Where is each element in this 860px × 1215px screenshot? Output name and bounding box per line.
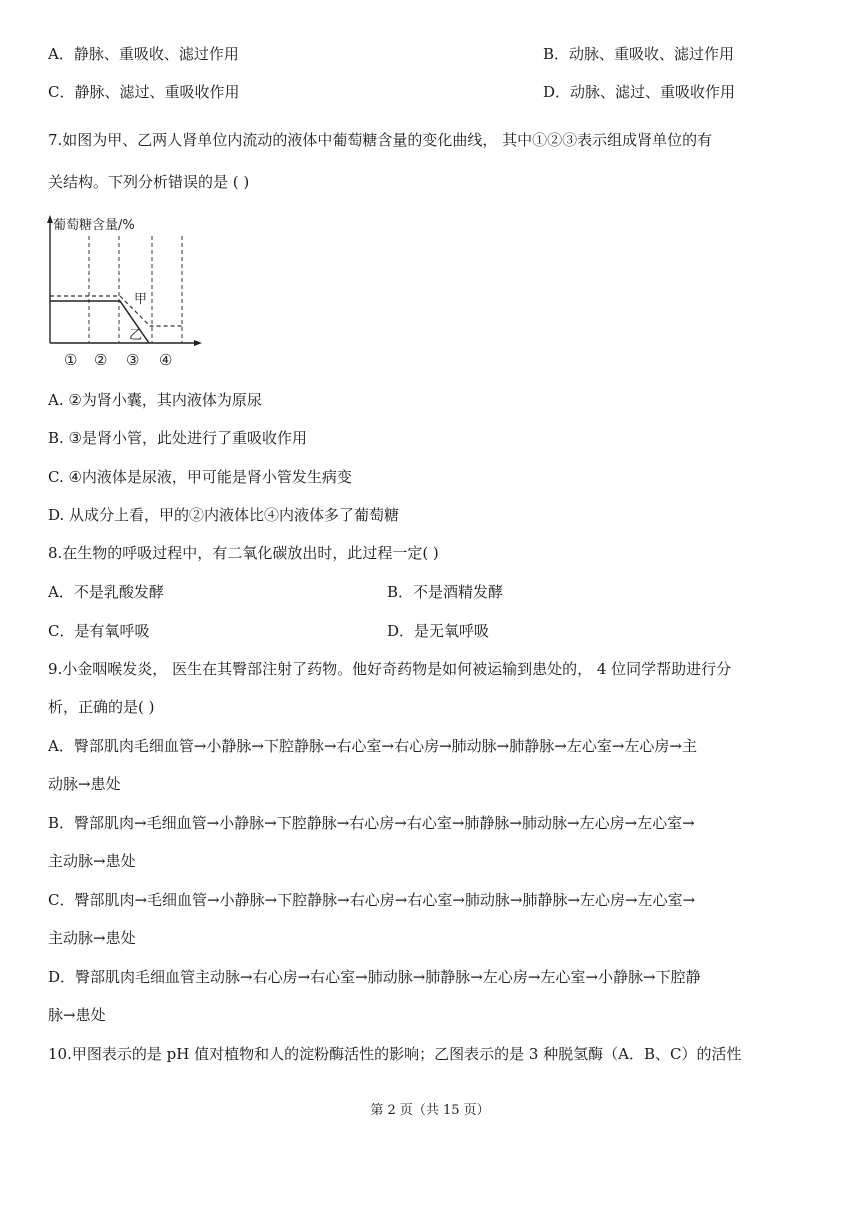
- q9-option-c-line2: 主动脉→患处: [48, 929, 136, 947]
- q6-option-a: A．静脉、重吸收、滤过作用: [48, 45, 239, 63]
- q6-option-d: D．动脉、滤过、重吸收作用: [543, 83, 736, 101]
- y-axis-label: 葡萄糖含量/%: [53, 218, 135, 233]
- page-footer: 第 2 页（共 15 页）: [370, 1103, 490, 1118]
- x-label-2: ②: [94, 351, 108, 369]
- q7-option-c: C. ④内液体是尿液，甲可能是肾小管发生病变: [48, 468, 352, 486]
- q9-option-a-line1: A．臀部肌肉毛细血管→小静脉→下腔静脉→右心室→右心房→肺动脉→肺静脉→左心室→左心房→主: [48, 737, 697, 755]
- q9-option-d-line1: D．臀部肌肉毛细血管主动脉→右心房→右心室→肺动脉→肺静脉→左心房→左心室→小静脉→下腔静: [48, 968, 701, 986]
- q8-option-a: A．不是乳酸发酵: [48, 583, 164, 601]
- q6-option-c: C．静脉、滤过、重吸收作用: [48, 83, 240, 101]
- q8-option-b: B．不是酒精发酵: [387, 583, 504, 601]
- q8-option-d: D．是无氧呼吸: [387, 622, 490, 640]
- q9-option-a-line2: 动脉→患处: [48, 775, 121, 793]
- q8-option-c: C．是有氧呼吸: [48, 622, 150, 640]
- q9-stem-line1: 9.小金咽喉发炎， 医生在其臀部注射了药物。他好奇药物是如何被运输到患处的， 4 位同学帮助进行分: [48, 660, 732, 678]
- curve-label-jia: 甲: [134, 292, 148, 307]
- q6-option-b: B．动脉、重吸收、滤过作用: [543, 45, 735, 63]
- x-label-4: ④: [159, 351, 173, 369]
- q9-option-d-line2: 脉→患处: [48, 1006, 106, 1024]
- x-label-1: ①: [64, 351, 78, 369]
- q7-option-a: A. ②为肾小囊，其内液体为原尿: [48, 391, 262, 409]
- region-dividers: [89, 236, 182, 343]
- x-axis-arrow: [194, 340, 202, 346]
- x-label-3: ③: [126, 351, 140, 369]
- glucose-curve-figure: [44, 212, 204, 372]
- q7-stem-line1: 7.如图为甲、乙两人肾单位内流动的液体中葡萄糖含量的变化曲线， 其中①②③表示组成肾单位的有: [48, 131, 713, 149]
- curve-label-yi: 乙: [129, 328, 143, 343]
- q7-stem-line2: 关结构。下列分析错误的是 ( ): [48, 173, 250, 191]
- q8-stem: 8.在生物的呼吸过程中，有二氧化碳放出时，此过程一定( ): [48, 544, 439, 562]
- q10-stem-line1: 10.甲图表示的是 pH 值对植物和人的淀粉酶活性的影响；乙图表示的是 3 种脱氢酶（A．B、C）的活性: [48, 1045, 742, 1063]
- q7-option-d: D. 从成分上看，甲的②内液体比④内液体多了葡萄糖: [48, 506, 400, 524]
- q7-option-b: B. ③是肾小管，此处进行了重吸收作用: [48, 429, 308, 447]
- q9-option-b-line1: B．臀部肌肉→毛细血管→小静脉→下腔静脉→右心房→右心室→肺静脉→肺动脉→左心房→左心室→: [48, 814, 695, 832]
- q9-option-c-line1: C．臀部肌肉→毛细血管→小静脉→下腔静脉→右心房→右心室→肺动脉→肺静脉→左心房→左心室→: [48, 891, 696, 909]
- q9-option-b-line2: 主动脉→患处: [48, 852, 136, 870]
- q9-stem-line2: 析，正确的是( ): [48, 698, 155, 716]
